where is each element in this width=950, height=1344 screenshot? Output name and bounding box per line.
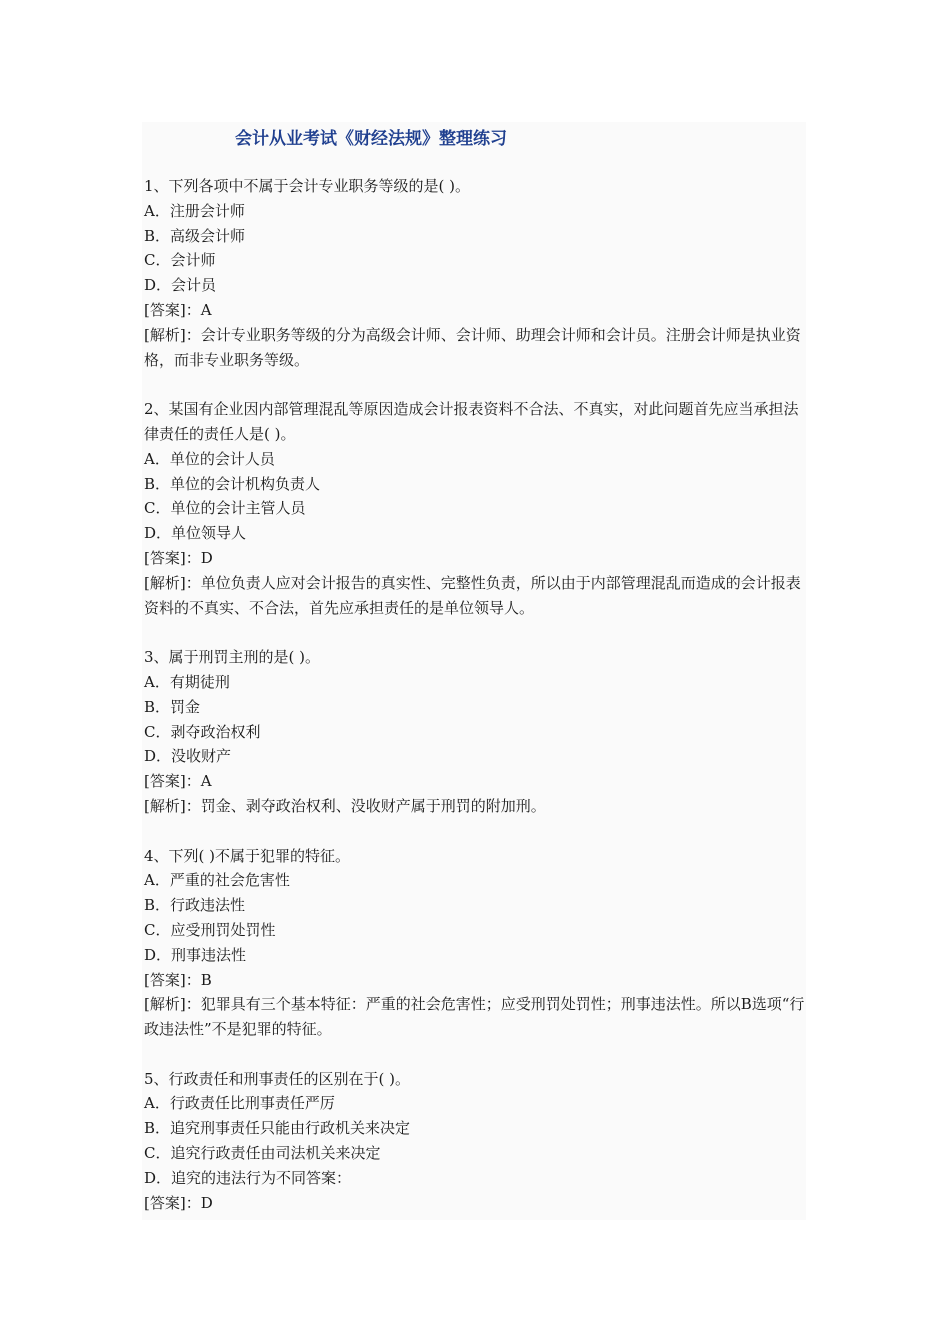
option-c: C．单位的会计主管人员 (144, 499, 306, 518)
option-d: D．追究的违法行为不同答案： (144, 1168, 352, 1187)
question-stem: 4、下列( )不属于犯罪的特征。 (144, 846, 351, 865)
option-b: B．行政违法性 (144, 896, 246, 915)
question-1 (144, 174, 808, 372)
document-title: 会计从业考试《财经法规》整理练习 (235, 129, 507, 149)
question-list (144, 174, 808, 1240)
question-5 (144, 1067, 808, 1216)
analysis-text: [解析]：罚金、剥夺政治权利、没收财产属于刑罚的附加刑。 (144, 796, 546, 815)
analysis-text: [解析]：会计专业职务等级的分为高级会计师、会计师、助理会计师和会计员。注册会计师是执业资格，而非专业职务等级。 (144, 325, 801, 369)
option-a: A．单位的会计人员 (144, 449, 275, 468)
option-c: C．应受刑罚处罚性 (144, 920, 276, 939)
question-stem: 2、某国有企业因内部管理混乱等原因造成会计报表资料不合法、不真实，对此问题首先应当承担法律责任的责任人是( )。 (144, 400, 799, 443)
answer-line: [答案]：D (144, 548, 213, 567)
option-a: A．有期徒刑 (144, 672, 230, 691)
analysis-text: [解析]：单位负责人应对会计报告的真实性、完整性负责，所以由于内部管理混乱而造成的会计报表资料的不真实、不合法，首先应承担责任的是单位领导人。 (144, 573, 801, 617)
question-stem: 1、下列各项中不属于会计专业职务等级的是( )。 (144, 177, 471, 195)
option-a: A．注册会计师 (144, 201, 245, 220)
option-c: C．追究行政责任由司法机关来决定 (144, 1144, 381, 1163)
option-c: C．会计师 (144, 251, 216, 270)
option-b: B．罚金 (144, 697, 201, 716)
option-d: D．刑事违法性 (144, 945, 247, 964)
option-a: A．行政责任比刑事责任严厉 (144, 1094, 335, 1113)
answer-line: [答案]：A (144, 300, 212, 319)
question-stem: 5、行政责任和刑事责任的区别在于( )。 (144, 1069, 411, 1088)
answer-line: [答案]：D (144, 1193, 213, 1212)
answer-line: [答案]：B (144, 970, 212, 989)
option-d: D．单位领导人 (144, 524, 247, 543)
option-d: D．没收财产 (144, 747, 232, 766)
question-3 (144, 645, 808, 819)
option-c: C．剥夺政治权利 (144, 722, 261, 741)
option-b: B．单位的会计机构负责人 (144, 474, 321, 493)
answer-line: [答案]：A (144, 772, 212, 791)
option-b: B．追究刑事责任只能由行政机关来决定 (144, 1119, 411, 1138)
analysis-text: [解析]：犯罪具有三个基本特征：严重的社会危害性；应受刑罚处罚性；刑事违法性。所以B选项“行政违法性”不是犯罪的特征。 (144, 995, 805, 1039)
question-2 (144, 397, 808, 620)
option-a: A．严重的社会危害性 (144, 871, 290, 890)
question-stem: 3、属于刑罚主刑的是( )。 (144, 648, 321, 667)
option-b: B．高级会计师 (144, 226, 246, 245)
question-4 (144, 844, 808, 1042)
option-d: D．会计员 (144, 276, 217, 295)
